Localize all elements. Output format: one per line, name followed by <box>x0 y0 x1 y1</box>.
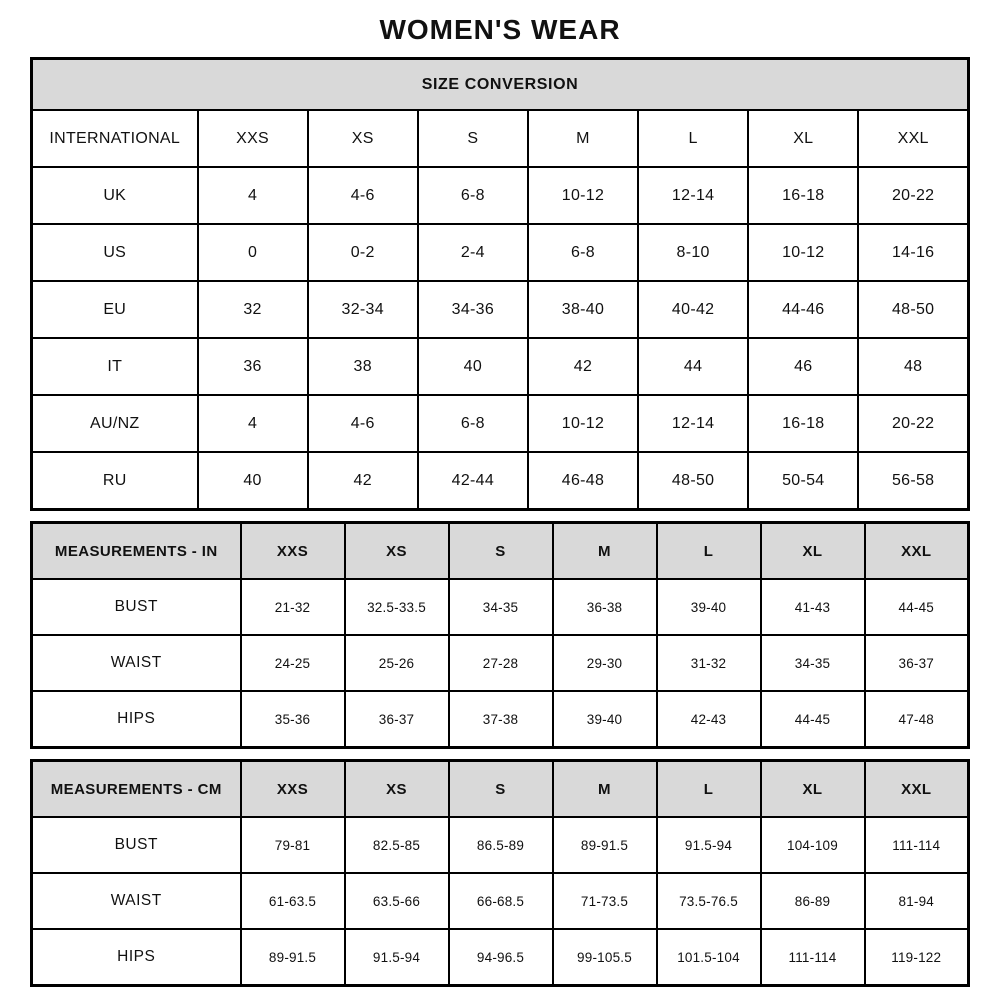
value-cell: 4-6 <box>308 167 418 224</box>
value-cell: 81-94 <box>865 873 969 929</box>
table-row <box>32 579 969 635</box>
value-cell: 4-6 <box>308 395 418 452</box>
value-cell: 36-37 <box>865 635 969 691</box>
measurements-cm-table <box>30 759 970 987</box>
column-header-cell: XXS <box>198 110 308 167</box>
value-cell: 38-40 <box>528 281 638 338</box>
value-cell: 0-2 <box>308 224 418 281</box>
column-header-cell: MEASUREMENTS - CM <box>32 761 241 818</box>
value-cell: 29-30 <box>553 635 657 691</box>
value-cell: 6-8 <box>418 167 528 224</box>
value-cell: 10-12 <box>528 395 638 452</box>
value-cell: 46-48 <box>528 452 638 510</box>
value-cell: 104-109 <box>761 817 865 873</box>
row-label-cell: IT <box>32 338 198 395</box>
value-cell: 42 <box>528 338 638 395</box>
row-label-cell: WAIST <box>32 873 241 929</box>
column-header-cell: XL <box>748 110 858 167</box>
column-header-cell: L <box>638 110 748 167</box>
size-conversion-table <box>30 57 970 511</box>
value-cell: 89-91.5 <box>241 929 345 986</box>
column-header-cell: XL <box>761 761 865 818</box>
table-row <box>32 691 969 748</box>
value-cell: 79-81 <box>241 817 345 873</box>
value-cell: 42 <box>308 452 418 510</box>
value-cell: 24-25 <box>241 635 345 691</box>
column-header-cell: INTERNATIONAL <box>32 110 198 167</box>
value-cell: 16-18 <box>748 395 858 452</box>
column-header-cell: L <box>657 523 761 580</box>
value-cell: 66-68.5 <box>449 873 553 929</box>
value-cell: 86-89 <box>761 873 865 929</box>
table-row <box>32 635 969 691</box>
column-header-cell: XXL <box>858 110 968 167</box>
value-cell: 8-10 <box>638 224 748 281</box>
value-cell: 44-45 <box>865 579 969 635</box>
value-cell: 40 <box>418 338 528 395</box>
value-cell: 36-37 <box>345 691 449 748</box>
value-cell: 111-114 <box>865 817 969 873</box>
column-header-cell: M <box>553 761 657 818</box>
value-cell: 34-36 <box>418 281 528 338</box>
column-header-cell: XXL <box>865 761 969 818</box>
table-banner-row <box>32 59 969 111</box>
value-cell: 48 <box>858 338 968 395</box>
table-banner: SIZE CONVERSION <box>32 59 969 111</box>
value-cell: 101.5-104 <box>657 929 761 986</box>
value-cell: 42-44 <box>418 452 528 510</box>
column-header-cell: L <box>657 761 761 818</box>
value-cell: 10-12 <box>528 167 638 224</box>
table-row <box>32 929 969 986</box>
value-cell: 36-38 <box>553 579 657 635</box>
value-cell: 73.5-76.5 <box>657 873 761 929</box>
column-header-cell: XXS <box>241 523 345 580</box>
value-cell: 46 <box>748 338 858 395</box>
value-cell: 44-46 <box>748 281 858 338</box>
value-cell: 32-34 <box>308 281 418 338</box>
table-row <box>32 395 969 452</box>
row-label-cell: UK <box>32 167 198 224</box>
value-cell: 47-48 <box>865 691 969 748</box>
value-cell: 31-32 <box>657 635 761 691</box>
value-cell: 20-22 <box>858 395 968 452</box>
value-cell: 40 <box>198 452 308 510</box>
column-header-cell: XS <box>308 110 418 167</box>
column-header-cell: XXS <box>241 761 345 818</box>
value-cell: 20-22 <box>858 167 968 224</box>
column-header-row <box>32 761 969 818</box>
value-cell: 10-12 <box>748 224 858 281</box>
value-cell: 16-18 <box>748 167 858 224</box>
value-cell: 32 <box>198 281 308 338</box>
value-cell: 56-58 <box>858 452 968 510</box>
table-row <box>32 338 969 395</box>
value-cell: 27-28 <box>449 635 553 691</box>
measurements-in-table <box>30 521 970 749</box>
value-cell: 37-38 <box>449 691 553 748</box>
value-cell: 21-32 <box>241 579 345 635</box>
value-cell: 0 <box>198 224 308 281</box>
table-row <box>32 873 969 929</box>
value-cell: 39-40 <box>553 691 657 748</box>
column-header-cell: XL <box>761 523 865 580</box>
value-cell: 82.5-85 <box>345 817 449 873</box>
column-header-cell: M <box>553 523 657 580</box>
value-cell: 94-96.5 <box>449 929 553 986</box>
row-label-cell: RU <box>32 452 198 510</box>
column-header-cell: S <box>449 761 553 818</box>
measurements-in-table-body <box>32 523 969 748</box>
row-label-cell: WAIST <box>32 635 241 691</box>
value-cell: 40-42 <box>638 281 748 338</box>
page-title: WOMEN'S WEAR <box>379 14 621 45</box>
value-cell: 41-43 <box>761 579 865 635</box>
value-cell: 86.5-89 <box>449 817 553 873</box>
value-cell: 99-105.5 <box>553 929 657 986</box>
column-header-cell: M <box>528 110 638 167</box>
value-cell: 63.5-66 <box>345 873 449 929</box>
column-header-row <box>32 110 969 167</box>
value-cell: 2-4 <box>418 224 528 281</box>
row-label-cell: BUST <box>32 579 241 635</box>
value-cell: 39-40 <box>657 579 761 635</box>
table-row <box>32 167 969 224</box>
column-header-cell: S <box>449 523 553 580</box>
value-cell: 111-114 <box>761 929 865 986</box>
row-label-cell: HIPS <box>32 691 241 748</box>
measurements-cm-table-body <box>32 761 969 986</box>
value-cell: 44 <box>638 338 748 395</box>
column-header-row <box>32 523 969 580</box>
value-cell: 119-122 <box>865 929 969 986</box>
row-label-cell: EU <box>32 281 198 338</box>
table-row <box>32 224 969 281</box>
value-cell: 4 <box>198 167 308 224</box>
column-header-cell: S <box>418 110 528 167</box>
value-cell: 38 <box>308 338 418 395</box>
value-cell: 12-14 <box>638 395 748 452</box>
value-cell: 50-54 <box>748 452 858 510</box>
value-cell: 91.5-94 <box>657 817 761 873</box>
table-row <box>32 817 969 873</box>
value-cell: 35-36 <box>241 691 345 748</box>
value-cell: 34-35 <box>449 579 553 635</box>
value-cell: 32.5-33.5 <box>345 579 449 635</box>
table-row <box>32 452 969 510</box>
size-conversion-table-body <box>32 59 969 510</box>
row-label-cell: AU/NZ <box>32 395 198 452</box>
column-header-cell: XS <box>345 761 449 818</box>
value-cell: 6-8 <box>528 224 638 281</box>
column-header-cell: MEASUREMENTS - IN <box>32 523 241 580</box>
column-header-cell: XS <box>345 523 449 580</box>
row-label-cell: US <box>32 224 198 281</box>
table-row <box>32 281 969 338</box>
value-cell: 12-14 <box>638 167 748 224</box>
value-cell: 71-73.5 <box>553 873 657 929</box>
value-cell: 6-8 <box>418 395 528 452</box>
value-cell: 25-26 <box>345 635 449 691</box>
value-cell: 4 <box>198 395 308 452</box>
value-cell: 42-43 <box>657 691 761 748</box>
value-cell: 44-45 <box>761 691 865 748</box>
value-cell: 34-35 <box>761 635 865 691</box>
value-cell: 36 <box>198 338 308 395</box>
column-header-cell: XXL <box>865 523 969 580</box>
value-cell: 48-50 <box>638 452 748 510</box>
value-cell: 89-91.5 <box>553 817 657 873</box>
row-label-cell: HIPS <box>32 929 241 986</box>
value-cell: 61-63.5 <box>241 873 345 929</box>
row-label-cell: BUST <box>32 817 241 873</box>
value-cell: 48-50 <box>858 281 968 338</box>
value-cell: 91.5-94 <box>345 929 449 986</box>
value-cell: 14-16 <box>858 224 968 281</box>
